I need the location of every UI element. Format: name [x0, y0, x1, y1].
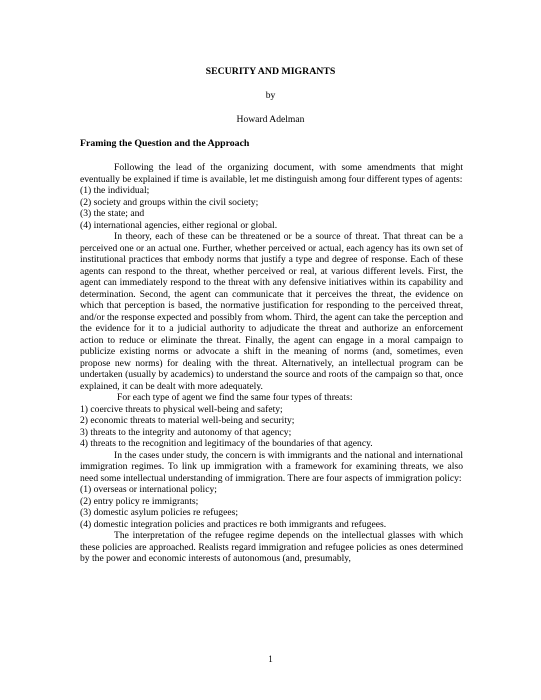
paragraph-3: For each type of agent we find the same four types of threats:	[117, 392, 353, 403]
policy-list-item: (2) entry policy re immigrants;	[80, 495, 199, 507]
agent-list-item: (3) the state; and	[80, 208, 145, 219]
agent-list-item: (4) international agencies, either regional or global.	[80, 219, 278, 231]
threat-list-item: 1) coercive threats to physical well-being and safety;	[80, 403, 283, 415]
threat-list-item: 3) threats to the integrity and autonomy of that agency;	[80, 426, 292, 438]
paragraph-2: In theory, each of these can be threatened or be a source of threat. That threat can be a perceived one or an actual one. Further, whether perceived or actual, each agency has its own set of institutional practices that embody norms that justify a type and degree of response. Each of these agents can respond to the threat, whether perceived or real, at various different levels. First, the agent can immediately respond to the threat with any defensive initiatives within its capability and determination. Second, the agent can communicate that it perceives the threat, the evidence on which that perception is based, the normative justification for responding to the perceived threat, and/or the response expected and possibly from whom. Third, the agent can take the perception and the evidence for it to a judicial authority to adjudicate the threat and authorize an enforcement action to reduce or eliminate the threat. Finally, the agent can engage in a moral campaign to publicize existing norms or advocate a shift in the meaning of norms (and, sometimes, even propose new norms) for dealing with the threat. Alternatively, an intellectual program can be undertaken (usually by academics) to understand the source and roots of the campaign so that, once explained, it can be dealt with more adequately.	[80, 231, 463, 392]
policy-list-item: (1) overseas or international policy;	[80, 484, 217, 495]
paragraph-1: Following the lead of the organizing document, with some amendments that might eventually be explained if time is available, let me distinguish among four different types of agents:	[80, 162, 463, 185]
agent-list-item: (2) society and groups within the civil society;	[80, 196, 259, 208]
agent-list-item: (1) the individual;	[80, 185, 150, 196]
section-heading: Framing the Question and the Approach	[80, 138, 250, 149]
paragraph-5: The interpretation of the refugee regime depends on the intellectual glasses with which these policies are approached. Realists regard immigration and refugee policies as ones determined by the power and economic interests of autonomous (and, presumably,	[80, 530, 463, 564]
threat-list-item: 2) economic threats to material well-being and security;	[80, 415, 295, 426]
page-number: 1	[268, 654, 273, 664]
body-text	[80, 162, 463, 565]
byline-by: by	[265, 90, 276, 101]
paragraph-4: In the cases under study, the concern is with immigrants and the national and international immigration regimes. To link up immigration with a framework for examining threats, we also need some intellectual understanding of immigration. There are four aspects of immigration policy:	[80, 449, 463, 484]
threat-list-item: 4) threats to the recognition and legitimacy of the boundaries of that agency.	[80, 438, 373, 449]
author-name: Howard Adelman	[236, 114, 305, 125]
paper-title: SECURITY AND MIGRANTS	[205, 66, 336, 77]
policy-list-item: (4) domestic integration policies and practices re both immigrants and refugees.	[80, 518, 387, 530]
policy-list-item: (3) domestic asylum policies re refugees;	[80, 507, 238, 518]
